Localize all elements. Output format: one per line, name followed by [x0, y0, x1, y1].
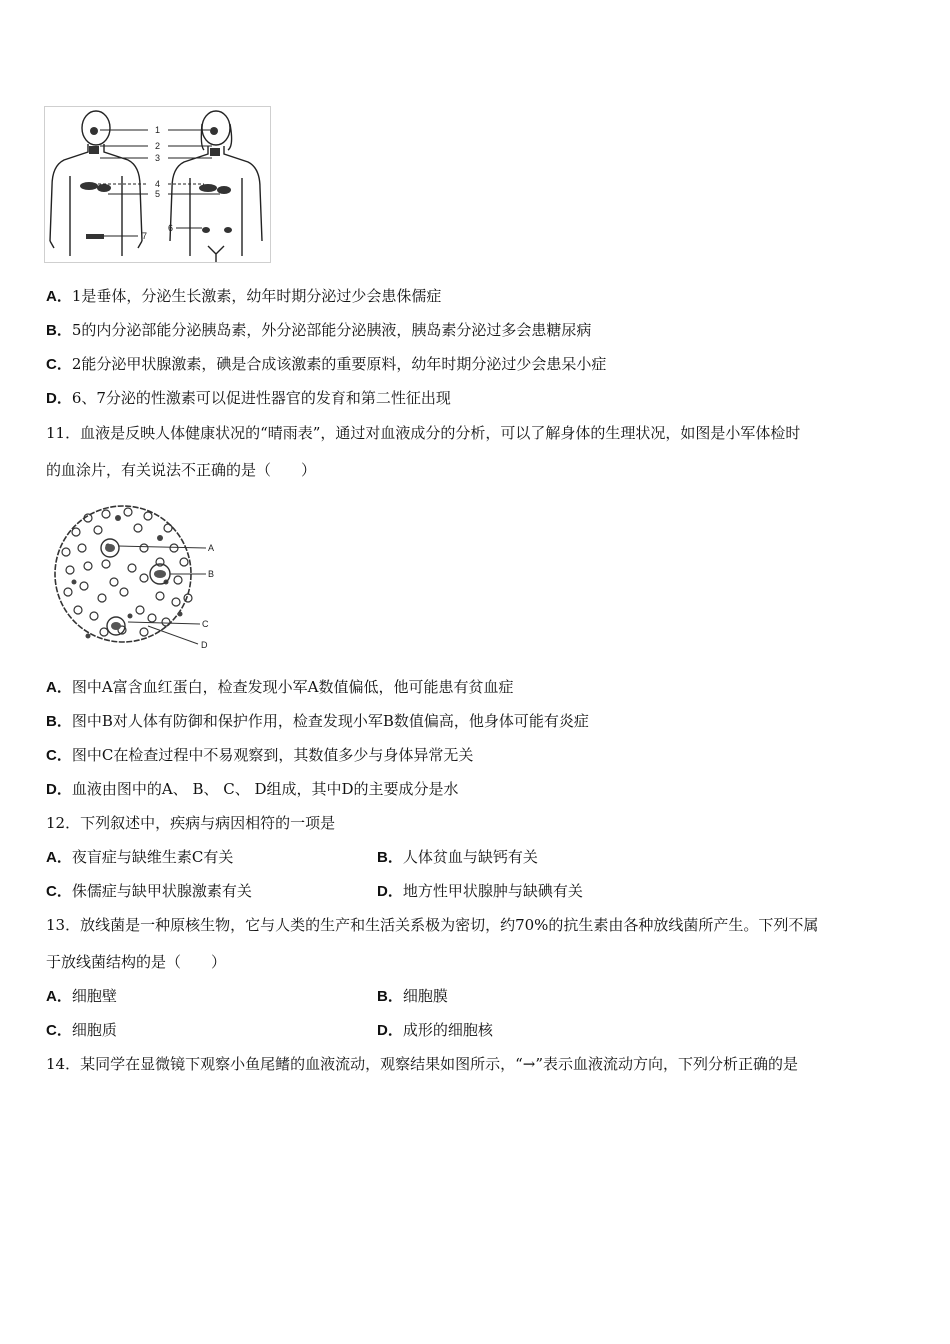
- option-letter: B．: [46, 713, 72, 730]
- q10-option-a[interactable]: [46, 286, 441, 307]
- option-text: 图中B对人体有防御和保护作用，检查发现小军B数值偏高，他身体可能有炎症: [71, 712, 589, 730]
- smear-label-c: C: [202, 619, 209, 629]
- q12-option-c[interactable]: [46, 881, 252, 902]
- option-letter: C．: [46, 1022, 72, 1039]
- option-text: 成形的细胞核: [402, 1021, 493, 1039]
- option-text: 1是垂体，分泌生长激素，幼年时期分泌过少会患侏儒症: [71, 287, 442, 305]
- option-letter: D．: [46, 390, 72, 407]
- option-letter: C．: [46, 883, 72, 900]
- endocrine-figure: [44, 106, 274, 266]
- q12-option-d[interactable]: [377, 881, 583, 902]
- smear-label-d: D: [201, 640, 208, 650]
- endocrine-label-2: 2: [155, 141, 161, 151]
- q14-stem: 14．某同学在显微镜下观察小鱼尾鳍的血液流动，观察结果如图所示，“→”表示血液流动方向，下列分析正确的是: [46, 1055, 798, 1073]
- endocrine-label-5: 5: [155, 189, 161, 199]
- q11-stem-line1: 11．血液是反映人体健康状况的“晴雨表”，通过对血液成分的分析，可以了解身体的生理状况，如图是小军体检时: [46, 424, 801, 442]
- option-letter: D．: [46, 781, 72, 798]
- option-text: 细胞质: [71, 1021, 117, 1039]
- option-letter: A．: [46, 679, 72, 696]
- option-letter: B．: [46, 322, 72, 339]
- q11-option-b[interactable]: [46, 711, 589, 732]
- option-text: 2能分泌甲状腺激素，碘是合成该激素的重要原料，幼年时期分泌过少会患呆小症: [71, 355, 607, 373]
- blood-smear-figure: [48, 498, 228, 658]
- endocrine-label-3: 3: [155, 153, 161, 163]
- q11-stem-line2: 的血涂片，有关说法不正确的是（ ）: [46, 461, 317, 479]
- endocrine-label-4: 4: [155, 179, 161, 189]
- option-text: 图中C在检查过程中不易观察到，其数值多少与身体异常无关: [71, 746, 474, 764]
- q13-stem-line1: 13．放线菌是一种原核生物，它与人类的生产和生活关系极为密切，约70%的抗生素由各种放线菌所产生。下列不属: [46, 916, 819, 934]
- q13-option-c[interactable]: [46, 1020, 117, 1041]
- option-letter: B．: [377, 988, 403, 1005]
- q11-option-d[interactable]: [46, 779, 459, 800]
- option-text: 地方性甲状腺肿与缺碘有关: [402, 882, 583, 900]
- endocrine-figure-svg: [44, 106, 274, 266]
- option-letter: A．: [46, 288, 72, 305]
- smear-label-a: A: [208, 543, 215, 553]
- option-text: 侏儒症与缺甲状腺激素有关: [71, 882, 252, 900]
- q12-option-b[interactable]: [377, 847, 538, 868]
- option-text: 夜盲症与缺维生素C有关: [71, 848, 234, 866]
- option-text: 人体贫血与缺钙有关: [402, 848, 538, 866]
- q13-option-b[interactable]: [377, 986, 448, 1007]
- smear-label-b: B: [208, 569, 215, 579]
- endocrine-label-1: 1: [155, 125, 161, 135]
- option-letter: A．: [46, 849, 72, 866]
- q10-option-c[interactable]: [46, 354, 606, 375]
- option-text: 血液由图中的A、 B、 C、 D组成，其中D的主要成分是水: [71, 780, 459, 798]
- q11-option-a[interactable]: [46, 677, 514, 698]
- q12-stem: 12．下列叙述中，疾病与病因相符的一项是: [46, 814, 336, 832]
- q13-option-d[interactable]: [377, 1020, 493, 1041]
- option-text: 细胞膜: [402, 987, 448, 1005]
- q12-option-a[interactable]: [46, 847, 233, 868]
- q10-option-b[interactable]: [46, 320, 591, 341]
- q13-option-a[interactable]: [46, 986, 117, 1007]
- option-letter: B．: [377, 849, 403, 866]
- option-letter: A．: [46, 988, 72, 1005]
- option-letter: C．: [46, 356, 72, 373]
- q11-option-c[interactable]: [46, 745, 473, 766]
- blood-smear-svg: [48, 498, 228, 658]
- endocrine-label-7: 7: [142, 231, 148, 241]
- option-text: 5的内分泌部能分泌胰岛素，外分泌部能分泌胰液，胰岛素分泌过多会患糖尿病: [71, 321, 592, 339]
- option-letter: D．: [377, 1022, 403, 1039]
- option-letter: C．: [46, 747, 72, 764]
- endocrine-label-6: 6: [168, 223, 174, 233]
- option-text: 图中A富含血红蛋白，检查发现小军A数值偏低，他可能患有贫血症: [71, 678, 514, 696]
- q13-stem-line2: 于放线菌结构的是（ ）: [46, 953, 227, 971]
- option-text: 细胞壁: [71, 987, 117, 1005]
- option-text: 6、7分泌的性激素可以促进性器官的发育和第二性征出现: [71, 389, 451, 407]
- q10-option-d[interactable]: [46, 388, 451, 409]
- option-letter: D．: [377, 883, 403, 900]
